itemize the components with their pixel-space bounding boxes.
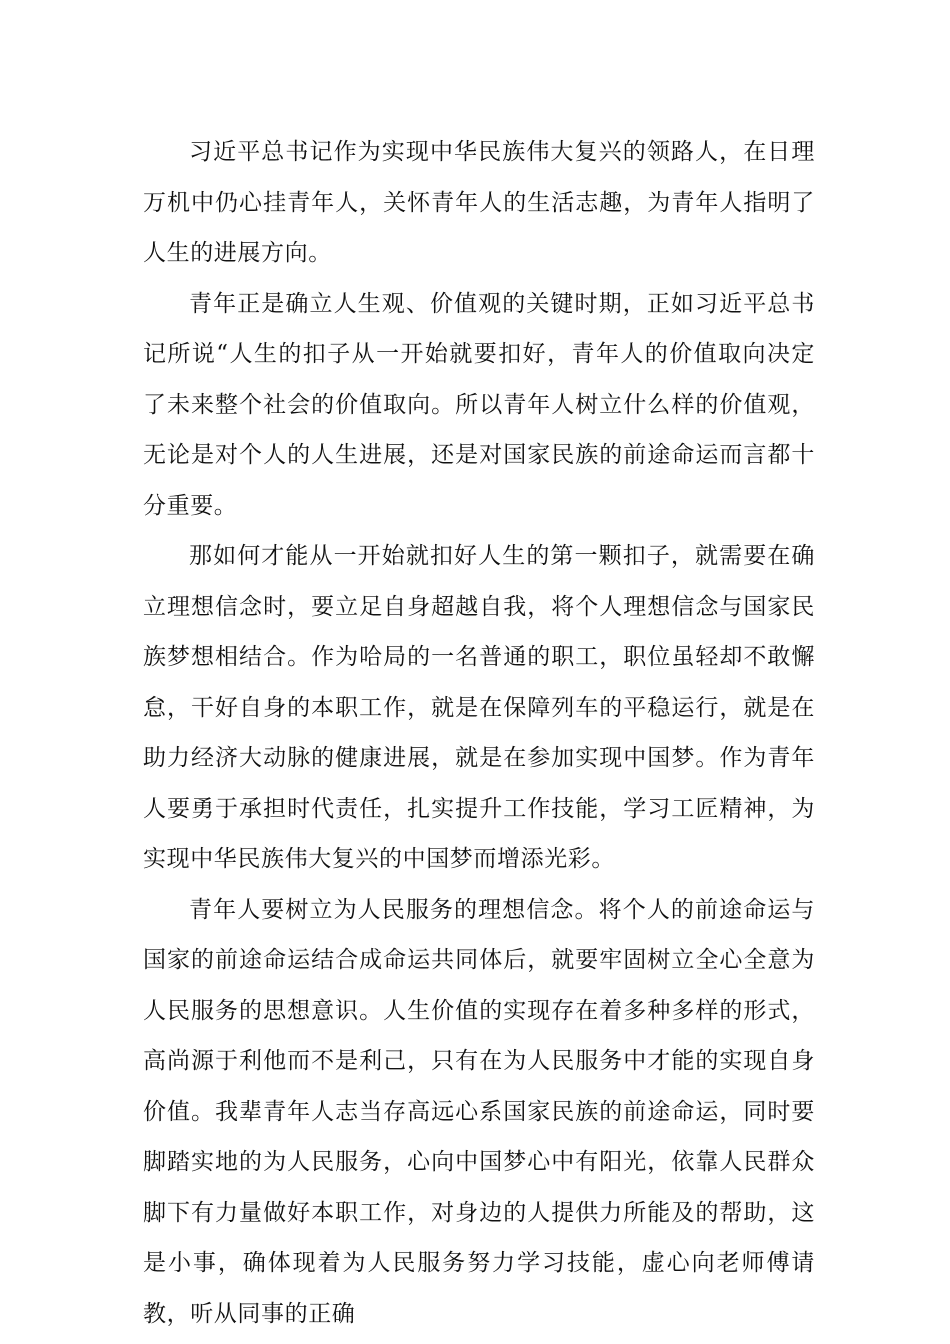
document-body	[143, 127, 815, 1339]
paragraph-1: 习近平总书记作为实现中华民族伟大复兴的领路人，在日理万机中仍心挂青年人，关怀青年人的生活志趣，为青年人指明了人生的进展方向。	[143, 139, 815, 266]
paragraph-4: 青年人要树立为人民服务的理想信念。将个人的前途命运与国家的前途命运结合成命运共同体后，就要牢固树立全心全意为人民服务的思想意识。人生价值的实现存在着多种多样的形式，高尚源于利他而不是利己，只有在为人民服务中才能的实现自身价值。我辈青年人志当存高远心系国家民族的前途命运，同时要脚踏实地的为人民服务，心向中国梦心中有阳光，依靠人民群众脚下有力量做好本职工作，对身边的人提供力所能及的帮助，这是小事，确体现着为人民服务努力学习技能，虚心向老师傅请教，听从同事的正确	[143, 896, 815, 1327]
paragraph-2: 青年正是确立人生观、价值观的关键时期，正如习近平总书记所说“人生的扣子从一开始就要扣好，青年人的价值取向决定了未来整个社会的价值取向。所以青年人树立什么样的价值观，无论是对个人的人生进展，还是对国家民族的前途命运而言都十分重要。	[143, 290, 815, 519]
paragraph-3: 那如何才能从一开始就扣好人生的第一颗扣子，就需要在确立理想信念时，要立足自身超越自我，将个人理想信念与国家民族梦想相结合。作为哈局的一名普通的职工，职位虽轻却不敢懈怠，干好自身的本职工作，就是在保障列车的平稳运行，就是在助力经济大动脉的健康进展，就是在参加实现中国梦。作为青年人要勇于承担时代责任，扎实提升工作技能，学习工匠精神，为实现中华民族伟大复兴的中国梦而增添光彩。	[143, 543, 815, 872]
